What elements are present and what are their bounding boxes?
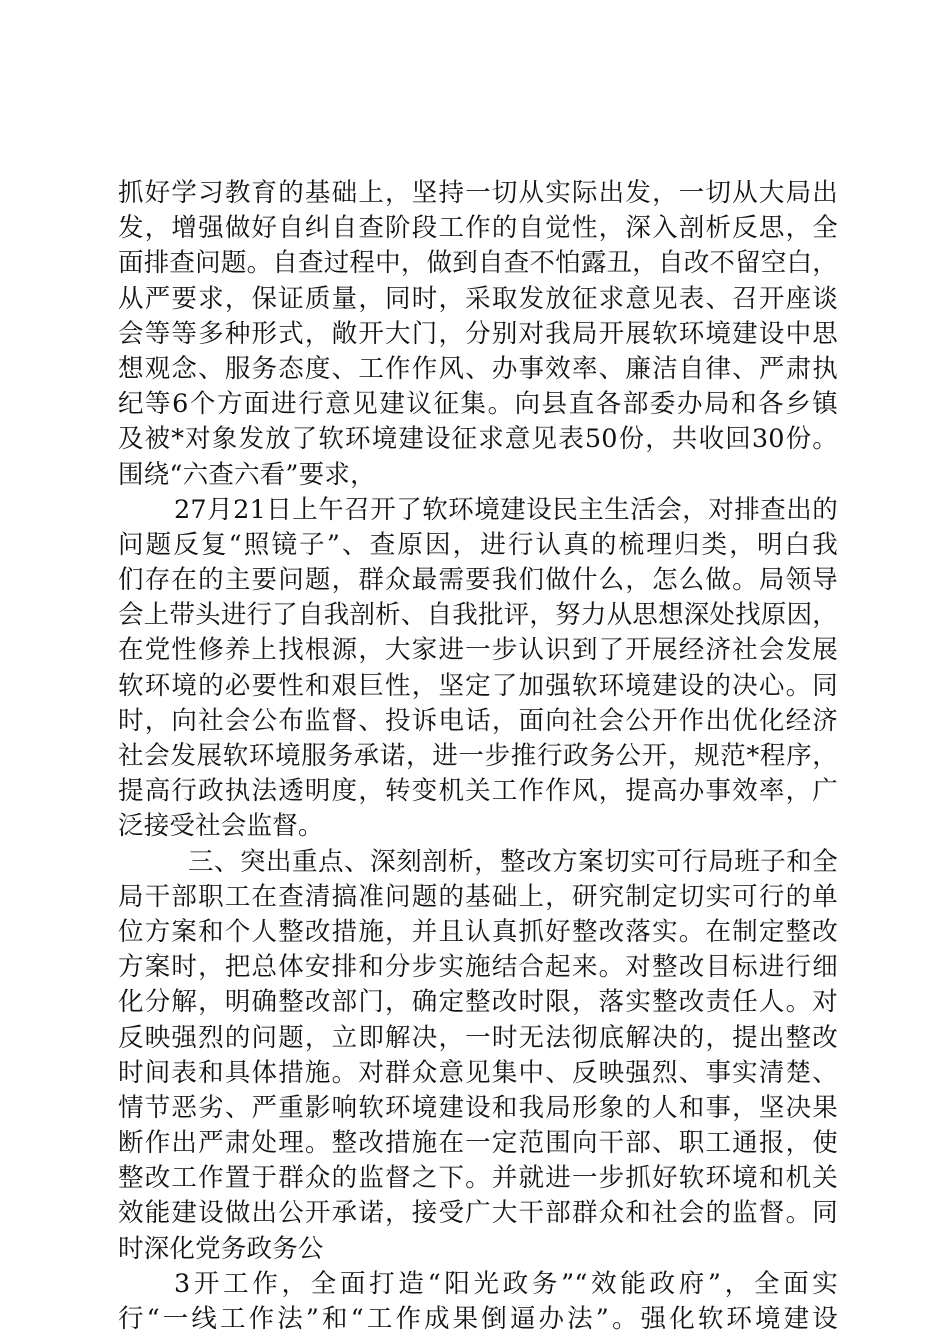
text-line: 时间表和具体措施。对群众意见集中、反映强烈、事实清楚、 (118, 1057, 838, 1088)
text-line: 社会发展软环境服务承诺，进一步推行政务公开，规范*程序， (118, 741, 838, 771)
text-line: 三、突出重点、深刻剖析，整改方案切实可行局班子和全 (188, 846, 838, 877)
text-line: 发，增强做好自纠自查阶段工作的自觉性，深入剖析反思，全 (118, 213, 838, 244)
text-line: 们存在的主要问题，群众最需要我们做什么，怎么做。局领导 (118, 565, 838, 596)
text-line: 化分解，明确整改部门，确定整改时限，落实整改责任人。对 (118, 987, 838, 1018)
text-line: 抓好学习教育的基础上，坚持一切从实际出发，一切从大局出 (118, 178, 838, 208)
text-line: 围绕“六查六看”要求， (118, 459, 376, 490)
text-line: 想观念、服务态度、工作作风、办事效率、廉洁自律、严肃执 (118, 353, 838, 384)
text-line: 会等等多种形式，敞开大门，分别对我局开展软环境建设中思 (118, 318, 838, 349)
text-line: 3开工作，全面打造“阳光政务”“效能政府”，全面实 (174, 1268, 838, 1299)
text-line: 面排查问题。自查过程中，做到自查不怕露丑，自改不留空白， (118, 248, 838, 279)
text-line: 会上带头进行了自我剖析、自我批评，努力从思想深处找原因， (118, 600, 838, 631)
text-line: 局干部职工在查清搞准问题的基础上，研究制定切实可行的单 (118, 881, 838, 912)
text-line: 从严要求，保证质量，同时，采取发放征求意见表、召开座谈 (118, 283, 838, 314)
text-line: 方案时，把总体安排和分步实施结合起来。对整改目标进行细 (118, 952, 838, 983)
text-line: 问题反复“照镜子”、查原因，进行认真的梳理归类，明白我 (118, 529, 838, 560)
text-line: 位方案和个人整改措施，并且认真抓好整改落实。在制定整改 (118, 916, 838, 947)
text-line: 时，向社会公布监督、投诉电话，面向社会公开作出优化经济 (118, 705, 838, 736)
text-line: 泛接受社会监督。 (118, 811, 324, 842)
text-line: 行“一线工作法”和“工作成果倒逼办法”。强化软环境建设 (118, 1304, 838, 1334)
text-line: 效能建设做出公开承诺，接受广大干部群众和社会的监督。同 (118, 1198, 838, 1229)
text-line: 纪等6个方面进行意见建议征集。向县直各部委办局和各乡镇 (118, 389, 838, 420)
text-line: 反映强烈的问题，立即解决，一时无法彻底解决的，提出整改 (118, 1022, 838, 1053)
text-line: 断作出严肃处理。整改措施在一定范围向干部、职工通报，使 (118, 1128, 838, 1159)
text-line: 整改工作置于群众的监督之下。并就进一步抓好软环境和机关 (118, 1163, 838, 1194)
text-line: 提高行政执法透明度，转变机关工作作风，提高办事效率，广 (118, 776, 838, 807)
text-line: 时深化党务政务公 (118, 1233, 324, 1264)
text-line: 27月21日上午召开了软环境建设民主生活会，对排查出的 (174, 494, 838, 525)
text-line: 情节恶劣、严重影响软环境建设和我局形象的人和事，坚决果 (118, 1092, 838, 1123)
document-body (118, 176, 838, 1337)
text-line: 在党性修养上找根源，大家进一步认识到了开展经济社会发展 (118, 635, 838, 666)
text-line: 及被*对象发放了软环境建设征求意见表50份，共收回30份。 (118, 424, 838, 455)
text-line: 软环境的必要性和艰巨性，坚定了加强软环境建设的决心。同 (118, 670, 838, 701)
